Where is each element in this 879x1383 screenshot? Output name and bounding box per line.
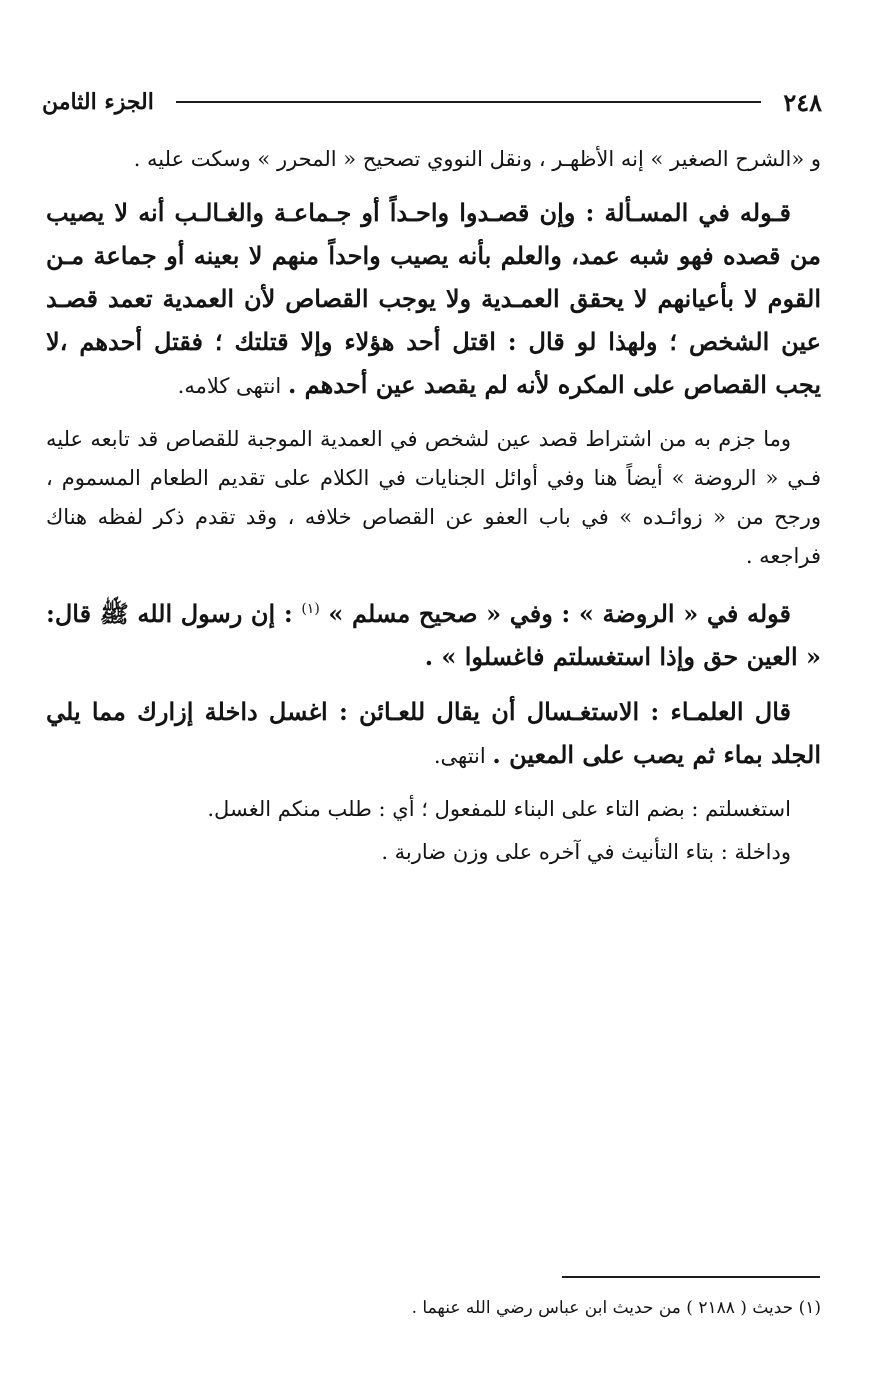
paragraph-7: وداخلة : بتاء التأنيث في آخره على وزن ضاربة .: [381, 840, 791, 864]
page-number: ٢٤٨: [783, 87, 822, 117]
header-rule: [176, 101, 761, 103]
paragraph-5-tail: انتهى.: [433, 744, 493, 768]
paragraph-6: استغسلتم : بضم التاء على البناء للمفعول ؛ أي : طلب منكم الغسل.: [207, 797, 791, 821]
paragraph-3: وما جزم به من اشتراط قصد عين لشخص في العمدية الموجبة للقصاص قد تابعه عليه فـي « الروضة » أيضاً هنا وفي أوائل الجنايات في الكلام على تقديم الطعام المسموم ، ورجح من « زوائـده » في باب العفو عن القصاص خلافه ، وقد تقدم ذكر لفظه هناك فراجعه .: [46, 427, 821, 568]
paragraph-2-tail: انتهى كلامه.: [177, 374, 288, 398]
paragraph-4-part-1: قوله في « الروضة » : وفي « صحيح مسلم »: [319, 599, 792, 628]
page-header: [42, 82, 822, 122]
paragraph-4: [46, 588, 821, 678]
running-title: الجزء الثامن: [42, 89, 154, 115]
paragraph-2-quote: قـوله في المسـألة : وإن قصـدوا واحـداً أو جـماعـة والغـالـب أنه لا يصيب من قصده فهو شبه عمد، والعلم بأنه يصيب واحداً منهم لا بعينه أو جماعة مـن القوم لا بأعيانهم لا يحقق العمـدية ولا يوجب القصاص لأن العمدية تعمد قصـد عين الشخص ؛ ولهذا لو قال : اقتل أحد هؤلاء وإلا قتلتك ؛ فقتل أحدهم ،لا يجب القصاص على المكره لأنه لم يقصد عين أحدهم .: [46, 198, 821, 399]
page-body: [46, 140, 821, 872]
paragraph-1: و «الشرح الصغير » إنه الأظهـر ، ونقل النووي تصحيح « المحرر » وسكت عليه .: [133, 147, 821, 171]
footnote-reference: (١): [301, 601, 320, 617]
footnote-1: (١) حديث ( ٢١٨٨ ) من حديث ابن عباس رضي الله عنهما .: [411, 1298, 821, 1318]
paragraph-2: [46, 191, 821, 408]
paragraph-4-part-2: : إن رسول الله ﷺ قال: « العين حق وإذا استغسلتم فاغسلوا » .: [46, 599, 821, 671]
paragraph-5: [46, 690, 821, 778]
paragraph-5-quote: قال العلمـاء : الاستغـسال أن يقال للعـائن : اغسل داخلة إزارك مما يلي الجلد بماء ثم يصب على المعين .: [46, 697, 821, 769]
footnote-rule: [562, 1276, 820, 1278]
